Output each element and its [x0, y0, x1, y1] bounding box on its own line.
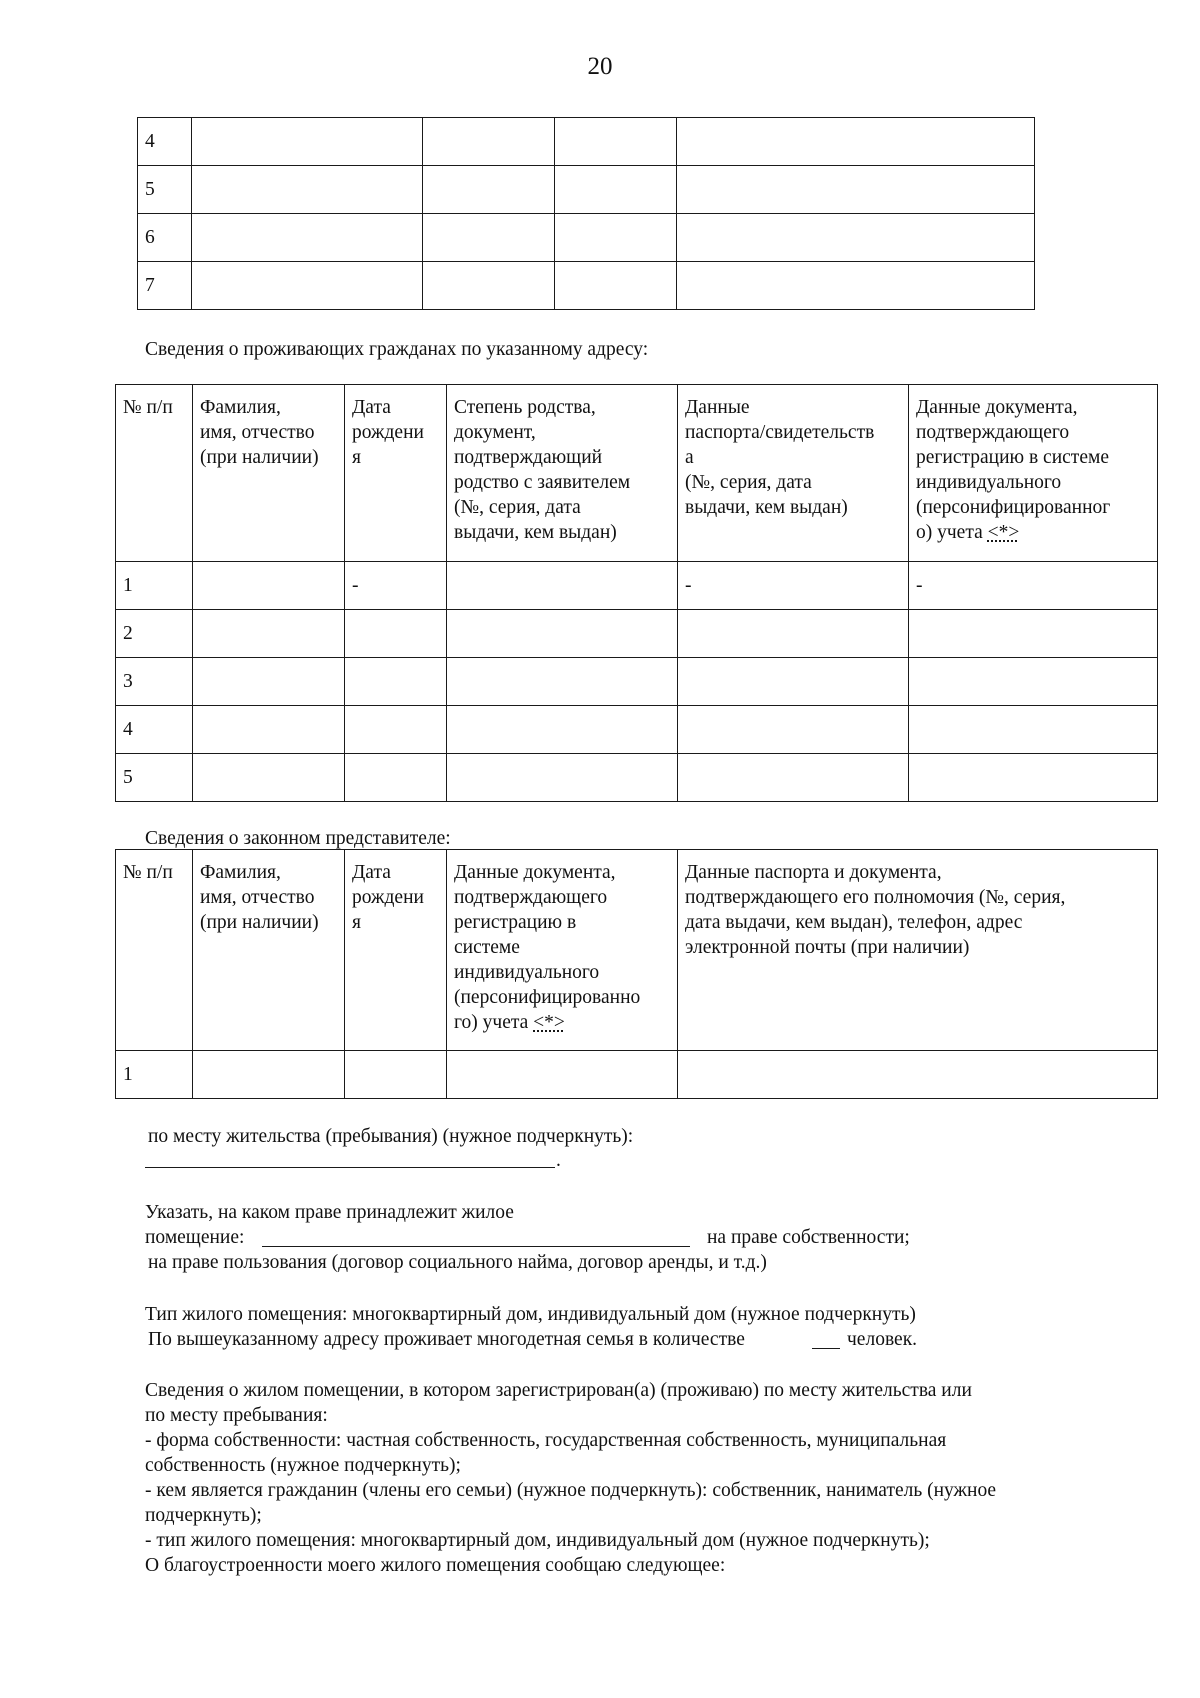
table-row: 1 - - - — [116, 562, 1158, 610]
ownership-blank-line[interactable] — [262, 1225, 690, 1247]
family-count-prefix: По вышеуказанному адресу проживает многодетная семья в количестве — [148, 1329, 745, 1350]
dwelling-info-line: Сведения о жилом помещении, в котором зарегистрирован(а) (проживаю) по месту жительства или — [145, 1380, 972, 1401]
residence-label: по месту жительства (пребывания) (нужное подчеркнуть): — [148, 1126, 634, 1147]
table-header-row — [116, 850, 1158, 1051]
table-row: 2 — [116, 610, 1158, 658]
table-row — [138, 262, 1035, 310]
row-number: 7 — [138, 262, 192, 310]
column-header: № п/п — [116, 850, 193, 1051]
family-count-blank[interactable] — [812, 1328, 840, 1349]
dwelling-info-line: подчеркнуть); — [145, 1505, 262, 1526]
ownership-line-2-prefix: помещение: — [145, 1227, 245, 1248]
column-header: Дата рождени я — [345, 385, 447, 562]
table-row: 4 — [116, 706, 1158, 754]
table-row: 3 — [116, 658, 1158, 706]
residents-table — [115, 384, 1158, 802]
table-row: 5 — [116, 754, 1158, 802]
row-number: 4 — [138, 118, 192, 166]
column-header: Фамилия, имя, отчество (при наличии) — [193, 850, 345, 1051]
representative-table — [115, 849, 1158, 1099]
column-header: Степень родства, документ, подтверждающий родство с заявителем (№, серия, дата выдачи, кем выдан) — [447, 385, 678, 562]
residence-blank-line[interactable] — [145, 1145, 555, 1168]
dwelling-info-line: - форма собственности: частная собственность, государственная собственность, муниципальная — [145, 1430, 947, 1451]
footnote-link[interactable]: <*> — [987, 522, 1020, 543]
dwelling-info — [145, 1378, 1155, 1578]
representative-caption: Сведения о законном представителе: — [145, 828, 451, 849]
column-header: Дата рождени я — [345, 850, 447, 1051]
table-row — [138, 118, 1035, 166]
column-header: Данные документа, подтверждающего регистрацию в системе индивидуального (персонифицированног о) учета <*> — [909, 385, 1158, 562]
column-header: Фамилия, имя, отчество (при наличии) — [193, 385, 345, 562]
ownership-line-3: на праве пользования (договор социального найма, договор аренды, и т.д.) — [148, 1252, 767, 1273]
table-header-row — [116, 385, 1158, 562]
dwelling-info-line: по месту пребывания: — [145, 1405, 328, 1426]
column-header: Данные паспорта и документа, подтверждающего его полномочия (№, серия, дата выдачи, кем выдан), телефон, адрес электронной почты (при наличии) — [678, 850, 1158, 1051]
row-number: 6 — [138, 214, 192, 262]
dwelling-info-line: - кем является гражданин (члены его семьи) (нужное подчеркнуть): собственник, наниматель (нужное — [145, 1480, 997, 1501]
table-row — [138, 166, 1035, 214]
ownership-line-1: Указать, на каком праве принадлежит жилое — [145, 1202, 514, 1223]
dwelling-info-line: собственность (нужное подчеркнуть); — [145, 1455, 461, 1476]
continuation-table — [137, 117, 1035, 310]
housing-type-line-1: Тип жилого помещения: многоквартирный дом, индивидуальный дом (нужное подчеркнуть) — [145, 1304, 916, 1325]
ownership-line-2-suffix: на праве собственности; — [707, 1227, 910, 1248]
table-row — [138, 214, 1035, 262]
dwelling-info-line: О благоустроенности моего жилого помещения сообщаю следующее: — [145, 1555, 726, 1576]
column-header: № п/п — [116, 385, 193, 562]
family-count-suffix: человек. — [847, 1329, 918, 1350]
column-header: Данные документа, подтверждающего регистрацию в системе индивидуального (персонифицированно го) учета <*> — [447, 850, 678, 1051]
footnote-link[interactable]: <*> — [533, 1012, 565, 1033]
column-header: Данные паспорта/свидетельств а (№, серия, дата выдачи, кем выдан) — [678, 385, 909, 562]
dwelling-info-line: - тип жилого помещения: многоквартирный дом, индивидуальный дом (нужное подчеркнуть); — [145, 1530, 930, 1551]
table-row: 1 — [116, 1051, 1158, 1099]
row-number: 5 — [138, 166, 192, 214]
page-number: 20 — [587, 53, 613, 80]
residence-end-mark: . — [556, 1150, 561, 1171]
residents-caption: Сведения о проживающих гражданах по указанному адресу: — [145, 339, 649, 360]
